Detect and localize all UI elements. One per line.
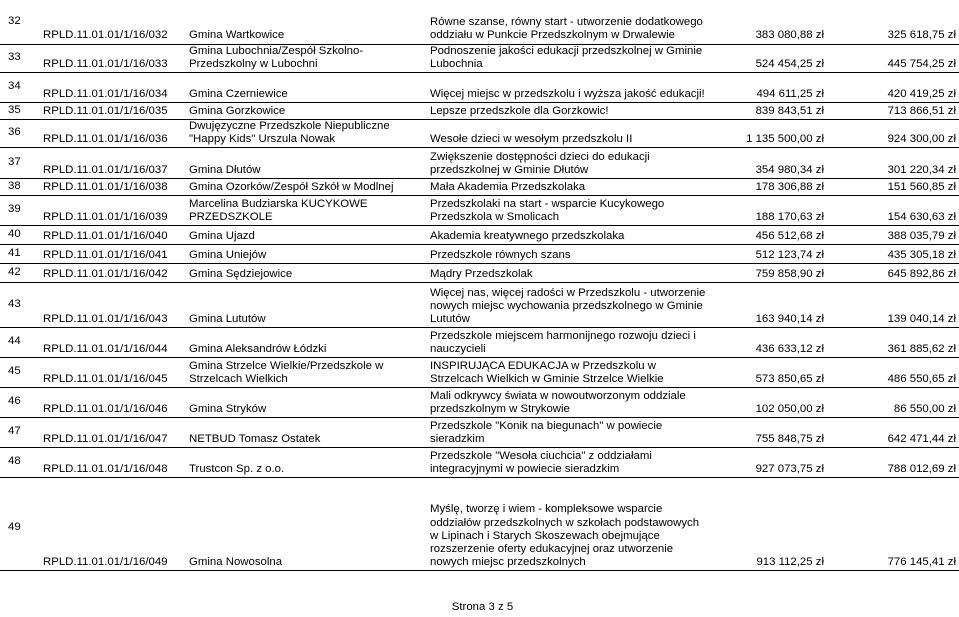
- grant-value: 151 560,85 zł: [827, 178, 959, 195]
- project-title: Przedszkole "Wesoła ciuchcia" z oddziałami integracyjnymi w powiecie sieradzkim: [427, 447, 712, 477]
- project-code: RPLD.11.01.01/1/16/043: [40, 282, 186, 327]
- grant-value: 139 040,14 zł: [827, 282, 959, 327]
- total-value: 839 843,51 zł: [712, 102, 827, 119]
- applicant-name: Marcelina Budziarska KUCYKOWE PRZEDSZKOLE: [186, 195, 427, 225]
- applicant-name: Gmina Wartkowice: [186, 0, 427, 44]
- row-number: 45: [0, 357, 40, 387]
- grant-value: 301 220,34 zł: [827, 147, 959, 178]
- applicant-name: Gmina Nowosolna: [186, 485, 427, 570]
- total-value: 163 940,14 zł: [712, 282, 827, 327]
- project-title: Podnoszenie jakości edukacji przedszkolnej w Gminie Lubochnia: [427, 44, 712, 72]
- applicant-name: Gmina Sędziejowice: [186, 263, 427, 282]
- row-spacer: [0, 477, 959, 485]
- table-row: [0, 263, 959, 282]
- project-code: RPLD.11.01.01/1/16/048: [40, 447, 186, 477]
- table-row: [0, 417, 959, 447]
- project-code: RPLD.11.01.01/1/16/034: [40, 72, 186, 102]
- table-row: [0, 102, 959, 119]
- applicant-name: Gmina Czerniewice: [186, 72, 427, 102]
- row-number: 32: [0, 0, 40, 44]
- row-number: 43: [0, 282, 40, 327]
- row-number: 42: [0, 263, 40, 282]
- table-row: [0, 0, 959, 44]
- table-row: [0, 119, 959, 147]
- project-code: RPLD.11.01.01/1/16/038: [40, 178, 186, 195]
- project-code: RPLD.11.01.01/1/16/045: [40, 357, 186, 387]
- project-code: RPLD.11.01.01/1/16/041: [40, 244, 186, 263]
- total-value: 759 858,90 zł: [712, 263, 827, 282]
- total-value: 1 135 500,00 zł: [712, 119, 827, 147]
- row-number: 33: [0, 44, 40, 72]
- total-value: 436 633,12 zł: [712, 327, 827, 357]
- applicant-name: Gmina Strzelce Wielkie/Przedszkole w Strzelcach Wielkich: [186, 357, 427, 387]
- project-title: Przedszkole miejscem harmonijnego rozwoju dzieci i nauczycieli: [427, 327, 712, 357]
- project-code: RPLD.11.01.01/1/16/046: [40, 387, 186, 417]
- page-number-text: Strona 3 z 5: [451, 601, 514, 613]
- grant-value: 435 305,18 zł: [827, 244, 959, 263]
- row-number: 41: [0, 244, 40, 263]
- table-row: [0, 72, 959, 102]
- project-code: RPLD.11.01.01/1/16/040: [40, 225, 186, 244]
- project-title: Przedszkolaki na start - wsparcie Kucykowego Przedszkola w Smolicach: [427, 195, 712, 225]
- project-title: Lepsze przedszkole dla Gorzkowic!: [427, 102, 712, 119]
- applicant-name: Gmina Ozorków/Zespół Szkół w Modlnej: [186, 178, 427, 195]
- grant-value: 445 754,25 zł: [827, 44, 959, 72]
- grant-value: 86 550,00 zł: [827, 387, 959, 417]
- table-row: [0, 225, 959, 244]
- total-value: 512 123,74 zł: [712, 244, 827, 263]
- table-row: [0, 178, 959, 195]
- row-number: 47: [0, 417, 40, 447]
- grant-value: 420 419,25 zł: [827, 72, 959, 102]
- row-number: 39: [0, 195, 40, 225]
- applicant-name: Gmina Dłutów: [186, 147, 427, 178]
- project-title: Zwiększenie dostępności dzieci do edukacji przedszkolnej w Gminie Dłutów: [427, 147, 712, 178]
- project-code: RPLD.11.01.01/1/16/044: [40, 327, 186, 357]
- table-row: [0, 282, 959, 327]
- grant-value: 924 300,00 zł: [827, 119, 959, 147]
- project-title: Akademia kreatywnego przedszkolaka: [427, 225, 712, 244]
- table-row: [0, 195, 959, 225]
- grant-value: 788 012,69 zł: [827, 447, 959, 477]
- grant-value: 713 866,51 zł: [827, 102, 959, 119]
- grant-value: 486 550,65 zł: [827, 357, 959, 387]
- applicant-name: Gmina Gorzkowice: [186, 102, 427, 119]
- total-value: 383 080,88 zł: [712, 0, 827, 44]
- total-value: 354 980,34 zł: [712, 147, 827, 178]
- grant-value: 645 892,86 zł: [827, 263, 959, 282]
- total-value: 494 611,25 zł: [712, 72, 827, 102]
- project-code: RPLD.11.01.01/1/16/047: [40, 417, 186, 447]
- table-row: [0, 44, 959, 72]
- table-row: [0, 485, 959, 570]
- row-number: 35: [0, 102, 40, 119]
- project-title: Mała Akademia Przedszkolaka: [427, 178, 712, 195]
- table-row: [0, 447, 959, 477]
- grant-value: 388 035,79 zł: [827, 225, 959, 244]
- total-value: 755 848,75 zł: [712, 417, 827, 447]
- project-title: Więcej nas, więcej radości w Przedszkolu - utworzenie nowych miejsc wychowania przedszkolnego w Gminie Lututów: [427, 282, 712, 327]
- project-title: INSPIRUJĄCA EDUKACJA w Przedszkolu w Strzelcach Wielkich w Gminie Strzelce Wielkie: [427, 357, 712, 387]
- project-code: RPLD.11.01.01/1/16/042: [40, 263, 186, 282]
- row-number: 40: [0, 225, 40, 244]
- grant-value: 325 618,75 zł: [827, 0, 959, 44]
- table-row: [0, 357, 959, 387]
- project-code: RPLD.11.01.01/1/16/035: [40, 102, 186, 119]
- grant-value: 776 145,41 zł: [827, 485, 959, 570]
- project-code: RPLD.11.01.01/1/16/032: [40, 0, 186, 44]
- page-footer: [0, 601, 959, 614]
- project-code: RPLD.11.01.01/1/16/036: [40, 119, 186, 147]
- row-number: 46: [0, 387, 40, 417]
- grant-value: 642 471,44 zł: [827, 417, 959, 447]
- table-row: [0, 387, 959, 417]
- project-title: Przedszkole "Konik na biegunach" w powiecie sieradzkim: [427, 417, 712, 447]
- total-value: 188 170,63 zł: [712, 195, 827, 225]
- applicant-name: Gmina Stryków: [186, 387, 427, 417]
- grant-value: 154 630,63 zł: [827, 195, 959, 225]
- row-number: 44: [0, 327, 40, 357]
- row-number: 49: [0, 485, 40, 570]
- spacer-cell: [0, 477, 959, 485]
- row-number: 36: [0, 119, 40, 147]
- applicant-name: Gmina Lututów: [186, 282, 427, 327]
- project-title: Przedszkole równych szans: [427, 244, 712, 263]
- total-value: 102 050,00 zł: [712, 387, 827, 417]
- project-code: RPLD.11.01.01/1/16/037: [40, 147, 186, 178]
- applicant-name: Gmina Aleksandrów Łódzki: [186, 327, 427, 357]
- table-row: [0, 327, 959, 357]
- project-code: RPLD.11.01.01/1/16/033: [40, 44, 186, 72]
- total-value: 178 306,88 zł: [712, 178, 827, 195]
- project-title: Mądry Przedszkolak: [427, 263, 712, 282]
- total-value: 524 454,25 zł: [712, 44, 827, 72]
- applicant-name: Dwujęzyczne Przedszkole Niepubliczne "Happy Kids" Urszula Nowak: [186, 119, 427, 147]
- project-title: Więcej miejsc w przedszkolu i wyższa jakość edukacji!: [427, 72, 712, 102]
- project-code: RPLD.11.01.01/1/16/039: [40, 195, 186, 225]
- project-title: Równe szanse, równy start - utworzenie dodatkowego oddziału w Punkcie Przedszkolnym w Drwalewie: [427, 0, 712, 44]
- total-value: 456 512,68 zł: [712, 225, 827, 244]
- total-value: 573 850,65 zł: [712, 357, 827, 387]
- applicant-name: NETBUD Tomasz Ostatek: [186, 417, 427, 447]
- applicant-name: Gmina Ujazd: [186, 225, 427, 244]
- table-row: [0, 244, 959, 263]
- total-value: 927 073,75 zł: [712, 447, 827, 477]
- row-number: 48: [0, 447, 40, 477]
- row-number: 37: [0, 147, 40, 178]
- row-number: 34: [0, 72, 40, 102]
- total-value: 913 112,25 zł: [712, 485, 827, 570]
- row-number: 38: [0, 178, 40, 195]
- grant-value: 361 885,62 zł: [827, 327, 959, 357]
- project-code: RPLD.11.01.01/1/16/049: [40, 485, 186, 570]
- applicant-name: Gmina Uniejów: [186, 244, 427, 263]
- project-title: Wesołe dzieci w wesołym przedszkolu II: [427, 119, 712, 147]
- project-title: Mali odkrywcy świata w nowoutworzonym oddziale przedszkolnym w Strykowie: [427, 387, 712, 417]
- project-title: Myślę, tworzę i wiem - kompleksowe wsparcie oddziałów przedszkolnych w szkołach podstawowych w Lipinach i Starych Skoszewach obejmujące rozszerzenie oferty edukacyjnej oraz utworzenie nowych miejsc przedszkolnych: [427, 485, 712, 570]
- table-row: [0, 147, 959, 178]
- applicant-name: Gmina Lubochnia/Zespół Szkolno-Przedszkolny w Lubochni: [186, 44, 427, 72]
- applicant-name: Trustcon Sp. z o.o.: [186, 447, 427, 477]
